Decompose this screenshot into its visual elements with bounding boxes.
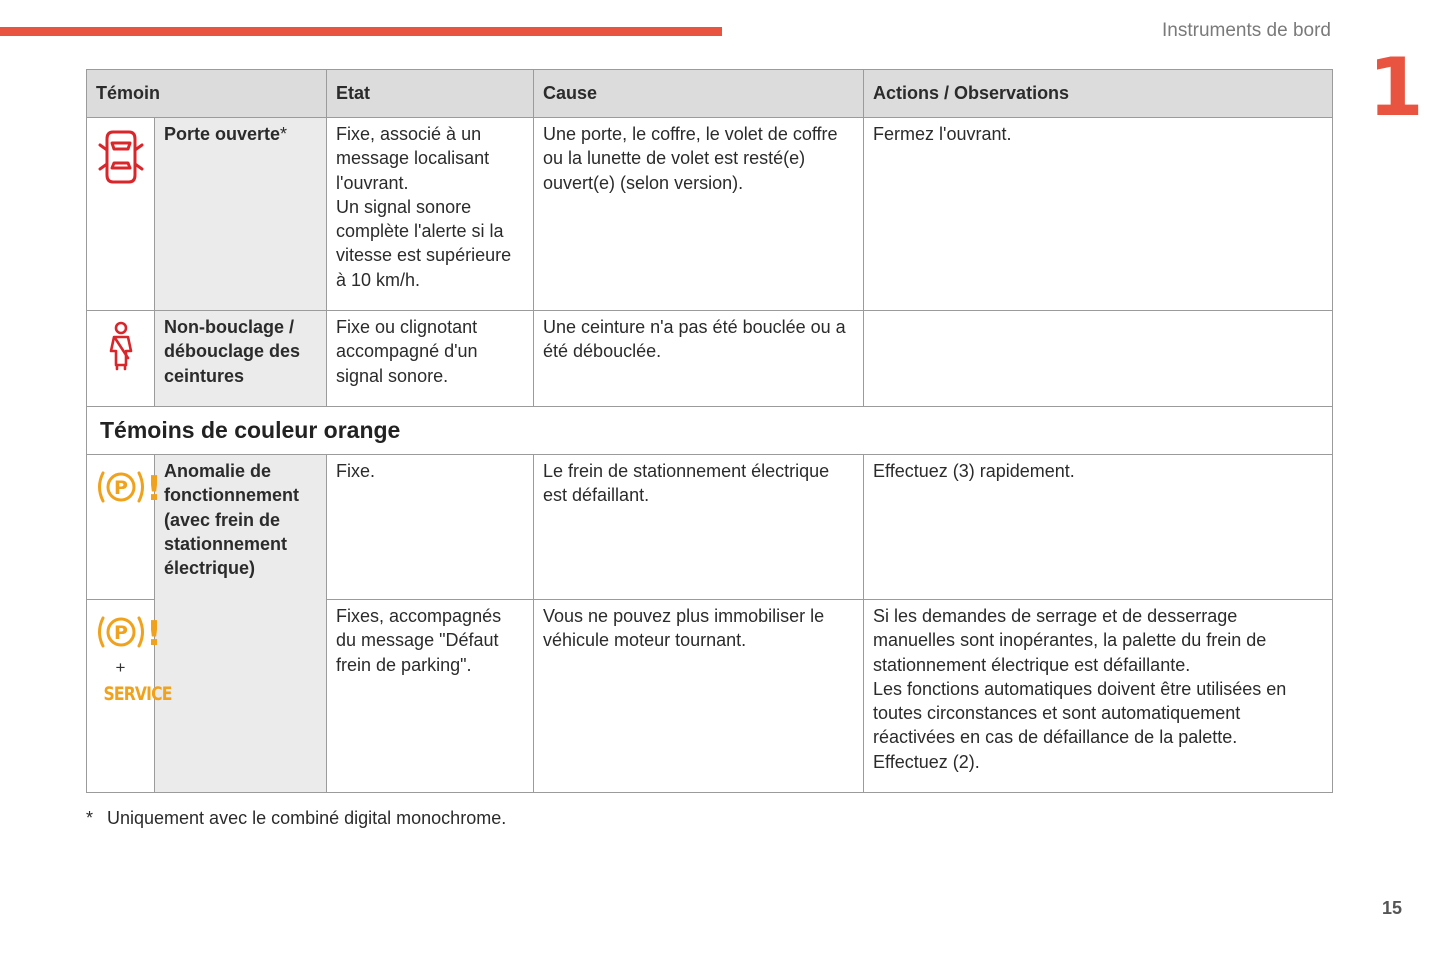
- cause-cell: Une ceinture n'a pas été bouclée ou a été débouclée.: [534, 311, 864, 407]
- column-header-actions: Actions / Observations: [864, 70, 1333, 118]
- svg-text:!: !: [146, 614, 162, 654]
- parking-brake-warning-icon: [96, 467, 160, 507]
- footnote: [86, 808, 506, 829]
- table-header-row: [87, 70, 1333, 118]
- svg-text:!: !: [146, 469, 162, 509]
- column-header-cause: Cause: [534, 70, 864, 118]
- table-row-porte-ouverte: [87, 118, 1333, 311]
- actions-cell: Si les demandes de serrage et de desserrage manuelles sont inopérantes, la palette du frein de stationnement électrique est défaillante. Les fonctions automatiques doivent être utilisées en toutes circonstances et sont automatiquement réactivées en cas de défaillance de la palette. Effectuez (2).: [864, 600, 1333, 793]
- etat-cell: Fixe.: [327, 455, 534, 600]
- seatbelt-icon: [106, 321, 136, 371]
- plus-sign: +: [115, 658, 126, 677]
- column-header-temoin: Témoin: [87, 70, 327, 118]
- warning-name-cell: [155, 118, 327, 311]
- chapter-number: 1: [1368, 41, 1424, 134]
- warning-name: Porte ouverte: [164, 124, 281, 144]
- table-row-anomalie-fixe: [87, 455, 1333, 600]
- actions-cell: Fermez l'ouvrant.: [864, 118, 1333, 311]
- door-open-icon: [98, 128, 144, 186]
- etat-cell: Fixe ou clignotant accompagné d'un signal sonore.: [327, 311, 534, 407]
- etat-cell: Fixes, accompagnés du message "Défaut frein de parking".: [327, 600, 534, 793]
- actions-cell: [864, 311, 1333, 407]
- icon-cell: [87, 455, 162, 600]
- warning-name-cell: Anomalie de fonctionnement (avec frein de stationnement électrique): [155, 455, 327, 793]
- page-number: 15: [1382, 898, 1403, 918]
- footnote-star: *: [86, 808, 94, 828]
- icon-cell: [87, 118, 155, 311]
- svg-text:P: P: [114, 622, 128, 644]
- top-accent-bar: [0, 27, 722, 36]
- section-title: Instruments de bord: [1162, 20, 1331, 41]
- cause-cell: Une porte, le coffre, le volet de coffre ou la lunette de volet est resté(e) ouvert(e) (selon version).: [534, 118, 864, 311]
- table-row-ceintures: [87, 311, 1333, 407]
- icon-cell: [87, 600, 172, 793]
- actions-cell: Effectuez (3) rapidement.: [864, 455, 1333, 600]
- column-header-etat: Etat: [327, 70, 534, 118]
- footnote-text: Uniquement avec le combiné digital monochrome.: [107, 808, 507, 828]
- section-heading-row: [87, 407, 1333, 455]
- icon-cell: [87, 311, 155, 407]
- etat-cell: Fixe, associé à un message localisant l'ouvrant. Un signal sonore complète l'alerte si la vitesse est supérieure à 10 km/h.: [327, 118, 534, 311]
- section-heading-orange: Témoins de couleur orange: [87, 407, 1333, 455]
- warning-name-cell: Non-bouclage / débouclage des ceintures: [155, 311, 327, 407]
- svg-text:P: P: [114, 477, 128, 499]
- service-icon: SERVICE: [103, 683, 172, 706]
- warning-lights-table: [86, 69, 1333, 793]
- cause-cell: Vous ne pouvez plus immobiliser le véhicule moteur tournant.: [534, 600, 864, 793]
- parking-brake-warning-icon: [96, 612, 160, 652]
- cause-cell: Le frein de stationnement électrique est défaillant.: [534, 455, 864, 600]
- footnote-marker: *: [280, 124, 288, 144]
